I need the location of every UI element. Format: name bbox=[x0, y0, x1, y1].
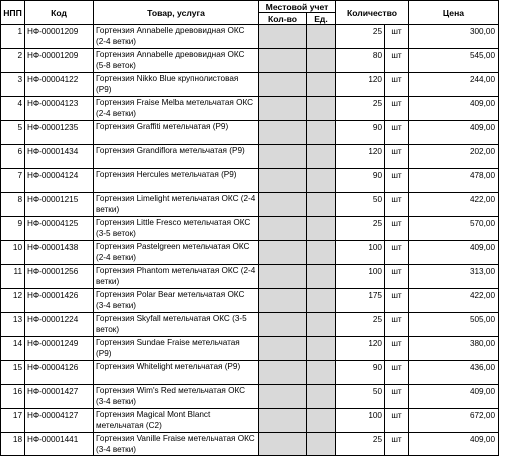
row-local-unit bbox=[307, 265, 336, 289]
row-npp: 4 bbox=[1, 97, 25, 121]
row-price: 313,00 bbox=[409, 265, 499, 289]
row-npp: 8 bbox=[1, 193, 25, 217]
row-name: Гортензия Vanille Fraise метельчатая ОКС (3-4 ветки) bbox=[94, 433, 259, 456]
row-qty: 100 bbox=[336, 265, 385, 289]
row-name: Гортензия Fraise Melba метельчатая ОКС (2-4 ветки) bbox=[94, 97, 259, 121]
row-local-qty bbox=[259, 169, 307, 193]
row-npp: 9 bbox=[1, 217, 25, 241]
row-local-unit bbox=[307, 49, 336, 73]
row-qty: 175 bbox=[336, 289, 385, 313]
row-name: Гортензия Little Fresco метельчатая ОКС (3-5 веток) bbox=[94, 217, 259, 241]
row-npp: 15 bbox=[1, 361, 25, 385]
row-unit: шт bbox=[385, 313, 409, 337]
row-qty: 90 bbox=[336, 361, 385, 385]
row-code: НФ-00004127 bbox=[25, 409, 94, 433]
row-code: НФ-00001426 bbox=[25, 289, 94, 313]
row-qty: 25 bbox=[336, 217, 385, 241]
row-local-qty bbox=[259, 385, 307, 409]
row-qty: 25 bbox=[336, 433, 385, 456]
table-row bbox=[1, 97, 499, 121]
row-name: Гортензия Pastelgreen метельчатая ОКС (2-4 ветки) bbox=[94, 241, 259, 265]
row-name: Гортензия Hercules метельчатая (Р9) bbox=[94, 169, 259, 193]
row-price: 545,00 bbox=[409, 49, 499, 73]
row-name: Гортензия Grandiflora метельчатая (Р9) bbox=[94, 145, 259, 169]
table-row bbox=[1, 49, 499, 73]
row-unit: шт bbox=[385, 361, 409, 385]
row-price: 478,00 bbox=[409, 169, 499, 193]
table-row bbox=[1, 289, 499, 313]
row-qty: 120 bbox=[336, 73, 385, 97]
row-code: НФ-00001249 bbox=[25, 337, 94, 361]
row-name: Гортензия Wim's Red метельчатая ОКС (3-4 ветки) bbox=[94, 385, 259, 409]
row-unit: шт bbox=[385, 217, 409, 241]
row-local-unit bbox=[307, 241, 336, 265]
row-code: НФ-00001224 bbox=[25, 313, 94, 337]
row-name: Гортензия Nikko Blue крупнолистовая (Р9) bbox=[94, 73, 259, 97]
row-unit: шт bbox=[385, 145, 409, 169]
header-qty: Количество bbox=[336, 1, 409, 25]
row-unit: шт bbox=[385, 409, 409, 433]
table-row bbox=[1, 217, 499, 241]
row-local-unit bbox=[307, 169, 336, 193]
table-row bbox=[1, 145, 499, 169]
row-qty: 120 bbox=[336, 145, 385, 169]
row-unit: шт bbox=[385, 73, 409, 97]
row-unit: шт bbox=[385, 97, 409, 121]
header-local: Местовой учет bbox=[259, 1, 336, 13]
row-local-qty bbox=[259, 25, 307, 49]
row-price: 570,00 bbox=[409, 217, 499, 241]
row-qty: 80 bbox=[336, 49, 385, 73]
row-local-unit bbox=[307, 121, 336, 145]
row-local-unit bbox=[307, 409, 336, 433]
row-local-unit bbox=[307, 289, 336, 313]
table-row bbox=[1, 313, 499, 337]
row-unit: шт bbox=[385, 25, 409, 49]
row-code: НФ-00001256 bbox=[25, 265, 94, 289]
row-qty: 120 bbox=[336, 337, 385, 361]
row-code: НФ-00001434 bbox=[25, 145, 94, 169]
row-local-qty bbox=[259, 361, 307, 385]
row-local-unit bbox=[307, 433, 336, 456]
row-name: Гортензия Polar Bear метельчатая ОКС (3-4 ветки) bbox=[94, 289, 259, 313]
row-name: Гортензия Graffiti метельчатая (Р9) bbox=[94, 121, 259, 145]
row-price: 202,00 bbox=[409, 145, 499, 169]
row-unit: шт bbox=[385, 289, 409, 313]
row-price: 409,00 bbox=[409, 385, 499, 409]
header-npp: НПП bbox=[1, 1, 25, 25]
row-local-unit bbox=[307, 97, 336, 121]
row-code: НФ-00004124 bbox=[25, 169, 94, 193]
row-name: Гортензия Limelight метельчатая ОКС (2-4 ветки) bbox=[94, 193, 259, 217]
row-name: Гортензия Phantom метельчатая ОКС (2-4 ветки) bbox=[94, 265, 259, 289]
row-npp: 16 bbox=[1, 385, 25, 409]
row-unit: шт bbox=[385, 265, 409, 289]
row-unit: шт bbox=[385, 241, 409, 265]
row-code: НФ-00001209 bbox=[25, 49, 94, 73]
row-local-unit bbox=[307, 361, 336, 385]
row-qty: 90 bbox=[336, 121, 385, 145]
row-local-qty bbox=[259, 289, 307, 313]
table-row bbox=[1, 337, 499, 361]
row-local-unit bbox=[307, 193, 336, 217]
row-unit: шт bbox=[385, 337, 409, 361]
row-local-qty bbox=[259, 337, 307, 361]
row-npp: 5 bbox=[1, 121, 25, 145]
table-row bbox=[1, 409, 499, 433]
table-row bbox=[1, 169, 499, 193]
table-row bbox=[1, 25, 499, 49]
row-local-qty bbox=[259, 217, 307, 241]
row-qty: 100 bbox=[336, 241, 385, 265]
row-qty: 100 bbox=[336, 409, 385, 433]
row-code: НФ-00004126 bbox=[25, 361, 94, 385]
row-npp: 3 bbox=[1, 73, 25, 97]
row-code: НФ-00001427 bbox=[25, 385, 94, 409]
row-price: 409,00 bbox=[409, 121, 499, 145]
row-local-qty bbox=[259, 193, 307, 217]
table-row bbox=[1, 265, 499, 289]
row-code: НФ-00001235 bbox=[25, 121, 94, 145]
row-npp: 17 bbox=[1, 409, 25, 433]
header-name: Товар, услуга bbox=[94, 1, 259, 25]
header-local-unit: Ед. bbox=[307, 13, 336, 25]
row-name: Гортензия Whitelight метельчатая (Р9) bbox=[94, 361, 259, 385]
header-local-qty: Кол-во bbox=[259, 13, 307, 25]
row-price: 409,00 bbox=[409, 241, 499, 265]
row-price: 436,00 bbox=[409, 361, 499, 385]
row-code: НФ-00001215 bbox=[25, 193, 94, 217]
row-local-qty bbox=[259, 241, 307, 265]
row-local-qty bbox=[259, 433, 307, 456]
row-code: НФ-00001438 bbox=[25, 241, 94, 265]
table-row bbox=[1, 193, 499, 217]
row-local-qty bbox=[259, 49, 307, 73]
table-row bbox=[1, 385, 499, 409]
row-price: 422,00 bbox=[409, 289, 499, 313]
row-local-unit bbox=[307, 73, 336, 97]
row-price: 380,00 bbox=[409, 337, 499, 361]
table-row bbox=[1, 241, 499, 265]
row-qty: 50 bbox=[336, 193, 385, 217]
row-price: 409,00 bbox=[409, 97, 499, 121]
row-price: 422,00 bbox=[409, 193, 499, 217]
row-qty: 25 bbox=[336, 25, 385, 49]
row-npp: 10 bbox=[1, 241, 25, 265]
row-local-qty bbox=[259, 409, 307, 433]
table-row bbox=[1, 361, 499, 385]
row-unit: шт bbox=[385, 433, 409, 456]
row-qty: 25 bbox=[336, 313, 385, 337]
header-price: Цена bbox=[409, 1, 499, 25]
row-unit: шт bbox=[385, 49, 409, 73]
row-local-qty bbox=[259, 73, 307, 97]
row-qty: 90 bbox=[336, 169, 385, 193]
row-npp: 11 bbox=[1, 265, 25, 289]
row-code: НФ-00001441 bbox=[25, 433, 94, 456]
row-unit: шт bbox=[385, 169, 409, 193]
row-npp: 18 bbox=[1, 433, 25, 456]
row-local-qty bbox=[259, 265, 307, 289]
row-local-unit bbox=[307, 337, 336, 361]
row-npp: 6 bbox=[1, 145, 25, 169]
table-row bbox=[1, 433, 499, 456]
row-npp: 12 bbox=[1, 289, 25, 313]
row-npp: 2 bbox=[1, 49, 25, 73]
row-price: 505,00 bbox=[409, 313, 499, 337]
row-npp: 13 bbox=[1, 313, 25, 337]
row-local-unit bbox=[307, 217, 336, 241]
row-local-unit bbox=[307, 25, 336, 49]
row-price: 300,00 bbox=[409, 25, 499, 49]
row-local-qty bbox=[259, 97, 307, 121]
table-row bbox=[1, 73, 499, 97]
row-code: НФ-00004123 bbox=[25, 97, 94, 121]
row-code: НФ-00004122 bbox=[25, 73, 94, 97]
row-code: НФ-00001209 bbox=[25, 25, 94, 49]
row-name: Гортензия Sundae Fraise метельчатая (Р9) bbox=[94, 337, 259, 361]
table-row bbox=[1, 121, 499, 145]
row-name: Гортензия Annabelle древовидная ОКС (2-4 ветки) bbox=[94, 25, 259, 49]
row-local-qty bbox=[259, 145, 307, 169]
row-unit: шт bbox=[385, 193, 409, 217]
row-local-qty bbox=[259, 313, 307, 337]
header-code: Код bbox=[25, 1, 94, 25]
row-local-qty bbox=[259, 121, 307, 145]
row-price: 409,00 bbox=[409, 433, 499, 456]
row-qty: 25 bbox=[336, 97, 385, 121]
row-npp: 7 bbox=[1, 169, 25, 193]
row-price: 672,00 bbox=[409, 409, 499, 433]
row-unit: шт bbox=[385, 385, 409, 409]
row-code: НФ-00004125 bbox=[25, 217, 94, 241]
row-npp: 1 bbox=[1, 25, 25, 49]
row-unit: шт bbox=[385, 121, 409, 145]
row-npp: 14 bbox=[1, 337, 25, 361]
row-name: Гортензия Annabelle древовидная ОКС (5-8 веток) bbox=[94, 49, 259, 73]
row-name: Гортензия Skyfall метельчатая ОКС (3-5 веток) bbox=[94, 313, 259, 337]
row-price: 244,00 bbox=[409, 73, 499, 97]
row-qty: 50 bbox=[336, 385, 385, 409]
row-local-unit bbox=[307, 385, 336, 409]
row-local-unit bbox=[307, 145, 336, 169]
row-name: Гортензия Magical Mont Blanct метельчатая (С2) bbox=[94, 409, 259, 433]
row-local-unit bbox=[307, 313, 336, 337]
